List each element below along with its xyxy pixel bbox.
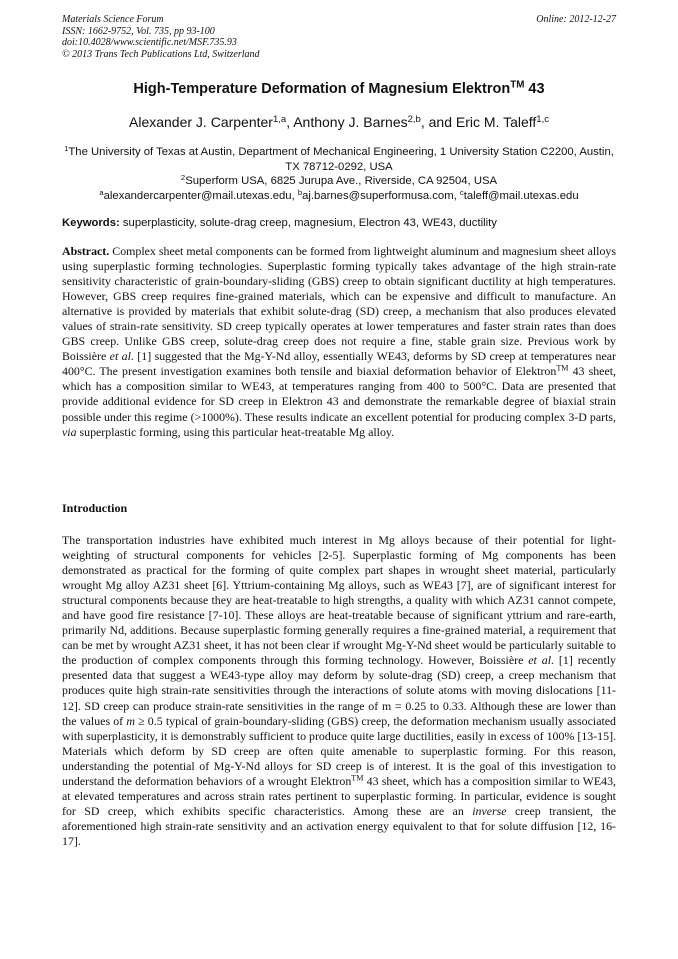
affiliation-1 [62, 145, 616, 174]
affiliations [62, 145, 616, 203]
author-list [0, 113, 678, 131]
author-separator: , [286, 114, 294, 130]
email-c-marker: c [459, 187, 464, 197]
abstract-text-4: superplastic forming, using this particular heat-treatable Mg alloy. [76, 424, 395, 439]
intro-text-1: The transportation industries have exhibited much interest in Mg alloys because of their potential for light-weighting of structural components for vehicles [2-5]. Superplastic forming of Mg components has been demonstrated as practical for the forming of quite complex part shapes in wrought sheet material, particularly wrought Mg alloy AZ31 sheet [6]. Yttrium-containing Mg alloys, such as WE43 [7], are of significant interest for structural components because they are heat-treatable to high strengths, a quality with which AZ31 cannot compete, and have good fire resistance [7-10]. These alloys are heat-treatable because of significant yttrium and rare-earth, primarily Nd, additions. Because superplastic forming generally requires a fine-grained material, a requirement that can be met by wrought AZ31 sheet, it has not been clear if wrought Mg-Y-Nd sheet would be particularly suitable to the production of complex components through this forming technology. However, Boissière [62, 533, 616, 668]
author-taleff: Eric M. Taleff [455, 114, 537, 130]
email-c-link[interactable]: taleff@mail.utexas.edu [463, 189, 579, 202]
intro-text-2: . [1] recently presented data that suggest a WE43-type alloy may deform by solute-drag (SD) creep, a creep mechanism that produces quite high strain-rate sensitivities through the interactions of solute atoms with moving dislocations [11-12]. SD creep can produce strain-rate sensitivities in the range of m = 0.25 to 0.33. Although these are lower than the values of [62, 653, 616, 728]
abstract-paragraph [62, 244, 616, 440]
author-barnes: Anthony J. Barnes [293, 114, 408, 130]
author-carpenter-affil: 1,a [272, 113, 287, 125]
email-line [62, 189, 616, 204]
affiliation-2 [62, 174, 616, 189]
abstract-text-3: 43 sheet, which has a composition similar to WE43, at temperatures ranging from 400 to 500°C. Data are presented that provide additional evidence for SD creep in Elektron 43 and demonstrate the remarkable degree of biaxial strain possible under this regime (>1000%). These results indicate an excellent potential for producing complex 3-D parts, [62, 364, 616, 424]
intro-text-4: 43 sheet, which has a composition similar to WE43, at elevated temperatures and across strain rates pertinent to superplastic forming. In particular, evidence is sought for SD creep, which exhibits specific characteristics. Among these are an [62, 773, 616, 818]
author-barnes-affil: 2,b [407, 113, 421, 125]
email-a-link[interactable]: alexandercarpenter@mail.utexas.edu [103, 189, 292, 202]
intro-text-3: ≥ 0.5 typical of grain-boundary-sliding (GBS) creep, the deformation mechanism usually associated with superplasticity, it is demonstrably sufficient to produce quite large ductilities, easily in excess of 100% [13-15]. Materials which deform by SD creep are often quite amenable to superplastic forming. For this reason, understanding the potential of Mg-Y-Nd alloys for SD creep is of interest. It is the goal of this investigation to understand the deformation behaviors of a wrought Elektron [62, 713, 616, 788]
keywords-label: Keywords: [62, 217, 120, 229]
title-trademark: TM [510, 79, 525, 91]
email-b-link[interactable]: aj.barnes@superformusa.com [302, 189, 454, 202]
abstract-label: Abstract. [62, 244, 110, 258]
keywords-text: superplasticity, solute-drag creep, magnesium, Electron 43, WE43, ductility [119, 217, 497, 229]
author-separator: , and [420, 114, 456, 130]
introduction-heading: Introduction [62, 501, 128, 515]
intro-m-symbol: m [126, 713, 135, 728]
email-separator: , [453, 189, 460, 202]
abstract-via: via [62, 424, 77, 439]
title-suffix: 43 [524, 81, 545, 97]
introduction-paragraph [62, 533, 616, 849]
journal-header [62, 14, 616, 60]
author-carpenter: Alexander J. Carpenter [129, 114, 273, 130]
title-text: High-Temperature Deformation of Magnesium Elektron [133, 81, 511, 97]
email-b-marker: b [297, 187, 303, 197]
email-separator: , [291, 189, 298, 202]
intro-inverse: inverse [472, 803, 507, 818]
affiliation-2-marker: 2 [180, 172, 186, 182]
abstract-etal: et al [109, 349, 131, 364]
online-date: Online: 2012-12-27 [536, 14, 616, 25]
journal-name: Materials Science Forum [62, 14, 164, 25]
journal-issn: ISSN: 1662-9752, Vol. 735, pp 93-100 [62, 25, 215, 37]
abstract-trademark: TM [556, 363, 569, 373]
abstract-text-1: Complex sheet metal components can be formed from lightweight aluminum and magnesium sheet alloys using superplastic forming technologies. Superplastic forming typically takes advantage of the high strain-rate sensitivity characteristic of grain-boundary-sliding (GBS) creep to obtain significant ductility at high temperatures. However, GBS creep requires fine-grained materials, which can be expensive and difficult to manufacture. An alternative is provided by materials that exhibit solute-drag (SD) creep, a mechanism that also produces elevated values of strain-rate sensitivity. SD creep typically operates at lower temperatures and faster strain rates than does GBS creep. Unlike GBS creep, solute-drag creep does not require a fine, stable grain size. Previous work by Boissière [62, 244, 616, 364]
affiliation-1-marker: 1 [64, 143, 69, 153]
paper-title [0, 80, 678, 98]
author-taleff-affil: 1,c [536, 113, 549, 125]
intro-trademark: TM [351, 773, 364, 783]
abstract-text-2: . [1] suggested that the Mg-Y-Nd alloy, essentially WE43, deforms by SD creep at temperatures near 400°C. The present investigation examines both tensile and biaxial deformation behavior of Elektron [62, 349, 616, 379]
journal-copyright: © 2013 Trans Tech Publications Ltd, Switzerland [62, 48, 260, 60]
affiliation-1-text: The University of Texas at Austin, Department of Mechanical Engineering, 1 University Station C2200, Austin, TX 78712-0292, USA [68, 146, 614, 173]
keywords [62, 216, 622, 230]
intro-etal: et al [528, 653, 552, 668]
intro-text-5: creep transient, the aforementioned high strain-rate sensitivity and an activation energy equivalent to that for solute diffusion [12, 16-17]. [62, 803, 616, 848]
affiliation-2-text: Superform USA, 6825 Jurupa Ave., Riverside, CA 92504, USA [185, 175, 498, 187]
email-a-marker: a [99, 187, 104, 197]
journal-doi: doi:10.4028/www.scientific.net/MSF.735.93 [62, 37, 237, 48]
